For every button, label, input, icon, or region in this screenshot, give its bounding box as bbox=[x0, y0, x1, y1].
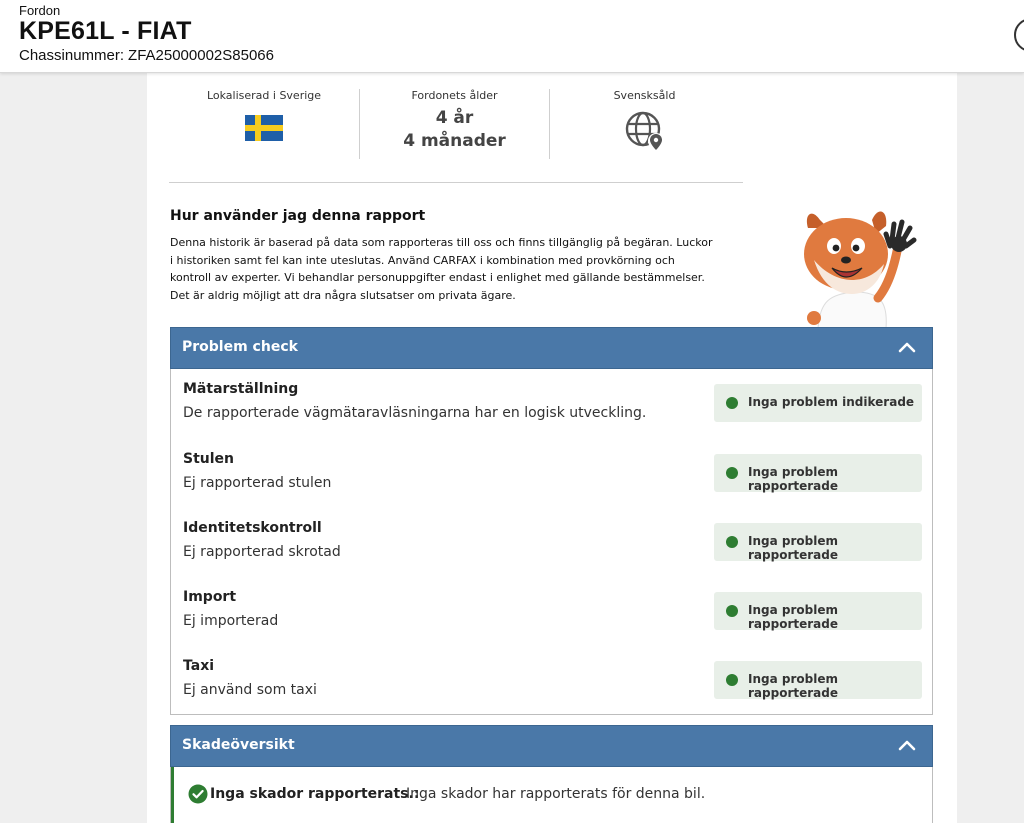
usage-line: Denna historik är baserad på data som rapporteras till oss och finns tillgänglig på begäran. Luckor bbox=[170, 236, 713, 249]
row-description: De rapporterade vägmätaravläsningarna har en logisk utveckling. bbox=[183, 405, 647, 421]
problem-check-list bbox=[170, 369, 933, 715]
problem-row-odometer bbox=[183, 369, 923, 429]
problem-check-header[interactable] bbox=[170, 327, 933, 369]
status-text: Inga problem rapporterade bbox=[748, 603, 838, 631]
status-text: Inga problem rapporterade bbox=[748, 534, 838, 562]
row-description: Ej rapporterad stulen bbox=[183, 475, 332, 491]
damage-status-text: Inga skador har rapporterats för denna bil. bbox=[406, 786, 706, 802]
usage-line: kontroll av experter. Vi behandlar personuppgifter endast i enlighet med gällande bestämmelser. bbox=[170, 271, 705, 284]
status-dot-icon bbox=[726, 467, 738, 479]
status-accent-line bbox=[171, 767, 174, 823]
fox-mascot-icon bbox=[800, 206, 920, 328]
stat-sold-label: Svensksåld bbox=[613, 89, 676, 102]
stat-vehicle-age bbox=[359, 89, 549, 159]
row-title: Import bbox=[183, 589, 237, 605]
status-badge bbox=[714, 454, 922, 492]
globe-location-icon bbox=[624, 110, 666, 152]
row-title: Identitetskontroll bbox=[183, 520, 322, 536]
stats-divider bbox=[169, 182, 743, 183]
vehicle-title: KPE61L - FIAT bbox=[19, 17, 192, 45]
check-circle-icon bbox=[188, 784, 208, 804]
stat-age-label: Fordonets ålder bbox=[411, 89, 498, 102]
status-badge bbox=[714, 384, 922, 422]
status-dot-icon bbox=[726, 397, 738, 409]
problem-row-identity bbox=[183, 508, 923, 568]
vehicle-label: Fordon bbox=[19, 3, 61, 18]
status-badge bbox=[714, 661, 922, 699]
stat-location bbox=[169, 89, 359, 159]
vin-line bbox=[19, 47, 274, 64]
swedish-flag-icon bbox=[245, 115, 283, 141]
vin-value: ZFA25000002S85066 bbox=[128, 47, 274, 64]
row-description: Ej använd som taxi bbox=[183, 682, 317, 698]
status-dot-icon bbox=[726, 536, 738, 548]
status-text: Inga problem rapporterade bbox=[748, 465, 838, 493]
damage-overview-title: Skadeöversikt bbox=[182, 737, 295, 753]
usage-line: i historiken samt fel kan inte uteslutas. Använd CARFAX i kombination med provkörning och bbox=[170, 253, 675, 267]
chevron-up-icon[interactable] bbox=[898, 738, 916, 752]
status-text: Inga problem rapporterade bbox=[748, 672, 838, 700]
row-title: Stulen bbox=[183, 451, 235, 467]
status-text: Inga problem indikerade bbox=[748, 395, 915, 409]
vin-label: Chassinummer: bbox=[19, 47, 125, 64]
problem-row-taxi bbox=[183, 646, 923, 706]
damage-overview-header[interactable] bbox=[170, 725, 933, 767]
row-description: Ej rapporterad skrotad bbox=[183, 544, 341, 560]
status-badge bbox=[714, 523, 922, 561]
row-description: Ej importerad bbox=[183, 613, 279, 629]
chevron-up-icon[interactable] bbox=[898, 340, 916, 354]
stat-age-months: 4 månader bbox=[403, 131, 506, 151]
row-title: Taxi bbox=[183, 658, 215, 674]
problem-check-title: Problem check bbox=[182, 339, 298, 355]
stat-sold-in-sweden bbox=[549, 89, 739, 159]
stat-location-label: Lokaliserad i Sverige bbox=[206, 89, 322, 102]
damage-overview-content bbox=[170, 767, 933, 823]
row-title: Mätarställning bbox=[183, 381, 299, 397]
status-badge bbox=[714, 592, 922, 630]
report-panel bbox=[147, 73, 957, 823]
status-dot-icon bbox=[726, 674, 738, 686]
problem-row-import bbox=[183, 577, 923, 637]
usage-line: Det är aldrig möjligt att dra några slutsatser om privata ägare. bbox=[170, 288, 516, 302]
stat-age-years: 4 år bbox=[435, 108, 474, 128]
problem-row-stolen bbox=[183, 439, 923, 499]
user-menu-button[interactable] bbox=[1014, 18, 1024, 52]
damage-status-title: Inga skador rapporterats.: bbox=[210, 786, 420, 802]
vehicle-header bbox=[0, 0, 1024, 73]
status-dot-icon bbox=[726, 605, 738, 617]
usage-title: Hur använder jag denna rapport bbox=[170, 208, 426, 224]
usage-text bbox=[170, 234, 730, 304]
